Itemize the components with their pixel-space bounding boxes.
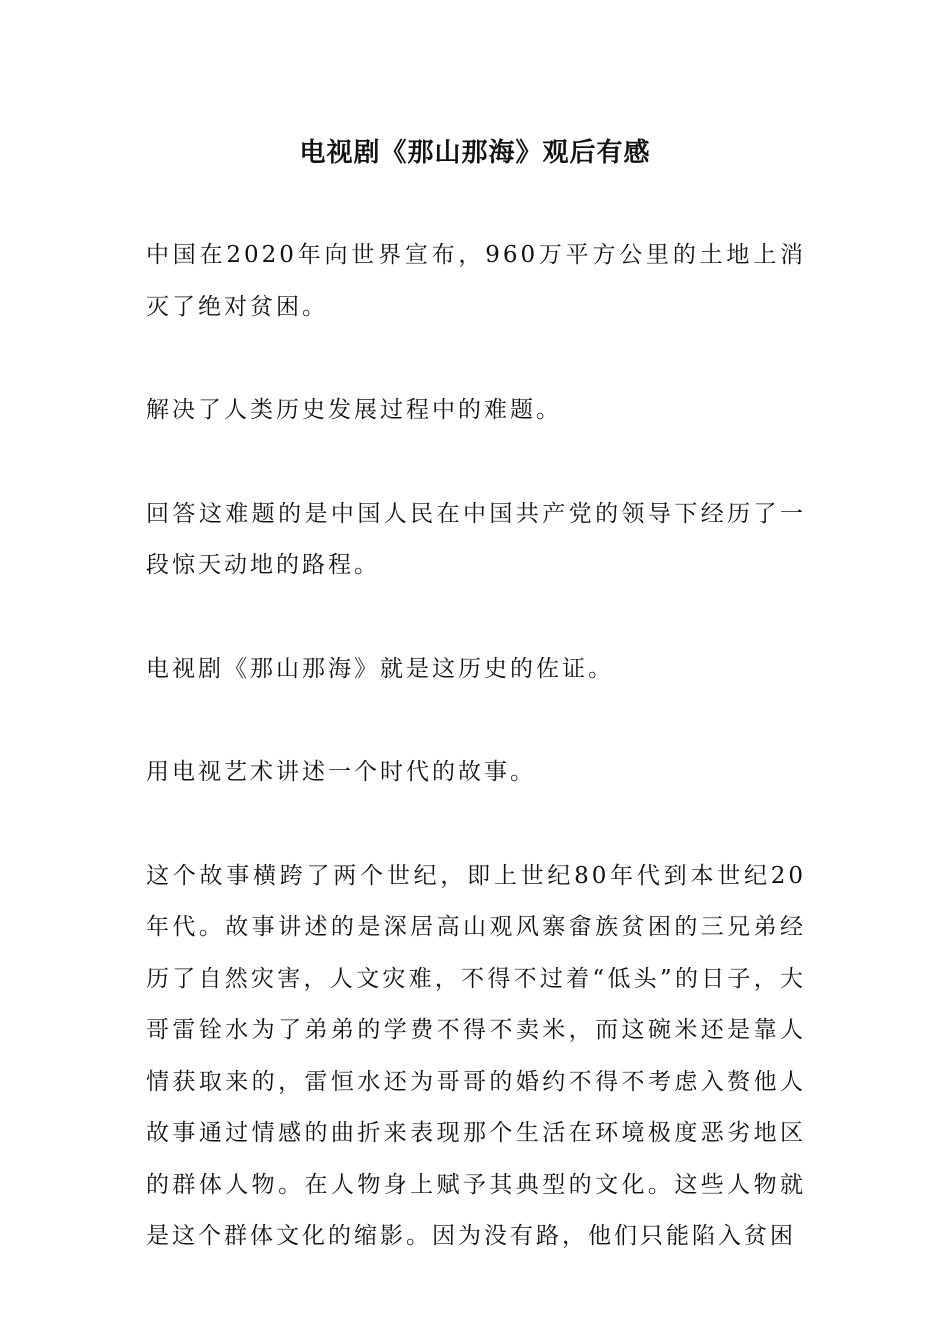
- paragraph: 回答这难题的是中国人民在中国共产党的领导下经历了一段惊天动地的路程。: [146, 500, 806, 578]
- paragraph: 中国在2020年向世界宣布，960万平方公里的土地上消灭了绝对贫困。: [146, 242, 806, 320]
- paragraph: 这个故事横跨了两个世纪，即上世纪80年代到本世纪20年代。故事讲述的是深居高山观风寨畲族贫困的三兄弟经历了自然灾害，人文灾难，不得不过着“低头”的日子，大哥雷铨水为了弟弟的学费不得不卖米，而这碗米还是靠人情获取来的，雷恒水还为哥哥的婚约不得不考虑入赘他人故事通过情感的曲折来表现那个生活在环境极度恶劣地区的群体人物。在人物身上赋予其典型的文化。这些人物就是这个群体文化的缩影。因为没有路，他们只能陷入贫困: [146, 862, 806, 1249]
- paragraph: 解决了人类历史发展过程中的难题。: [146, 397, 562, 423]
- paragraph: 电视剧《那山那海》就是这历史的佐证。: [146, 655, 614, 682]
- paragraph: 用电视艺术讲述一个时代的故事。: [146, 759, 536, 785]
- document-body: [146, 230, 806, 1263]
- document-title: 电视剧《那山那海》观后有感: [299, 138, 651, 168]
